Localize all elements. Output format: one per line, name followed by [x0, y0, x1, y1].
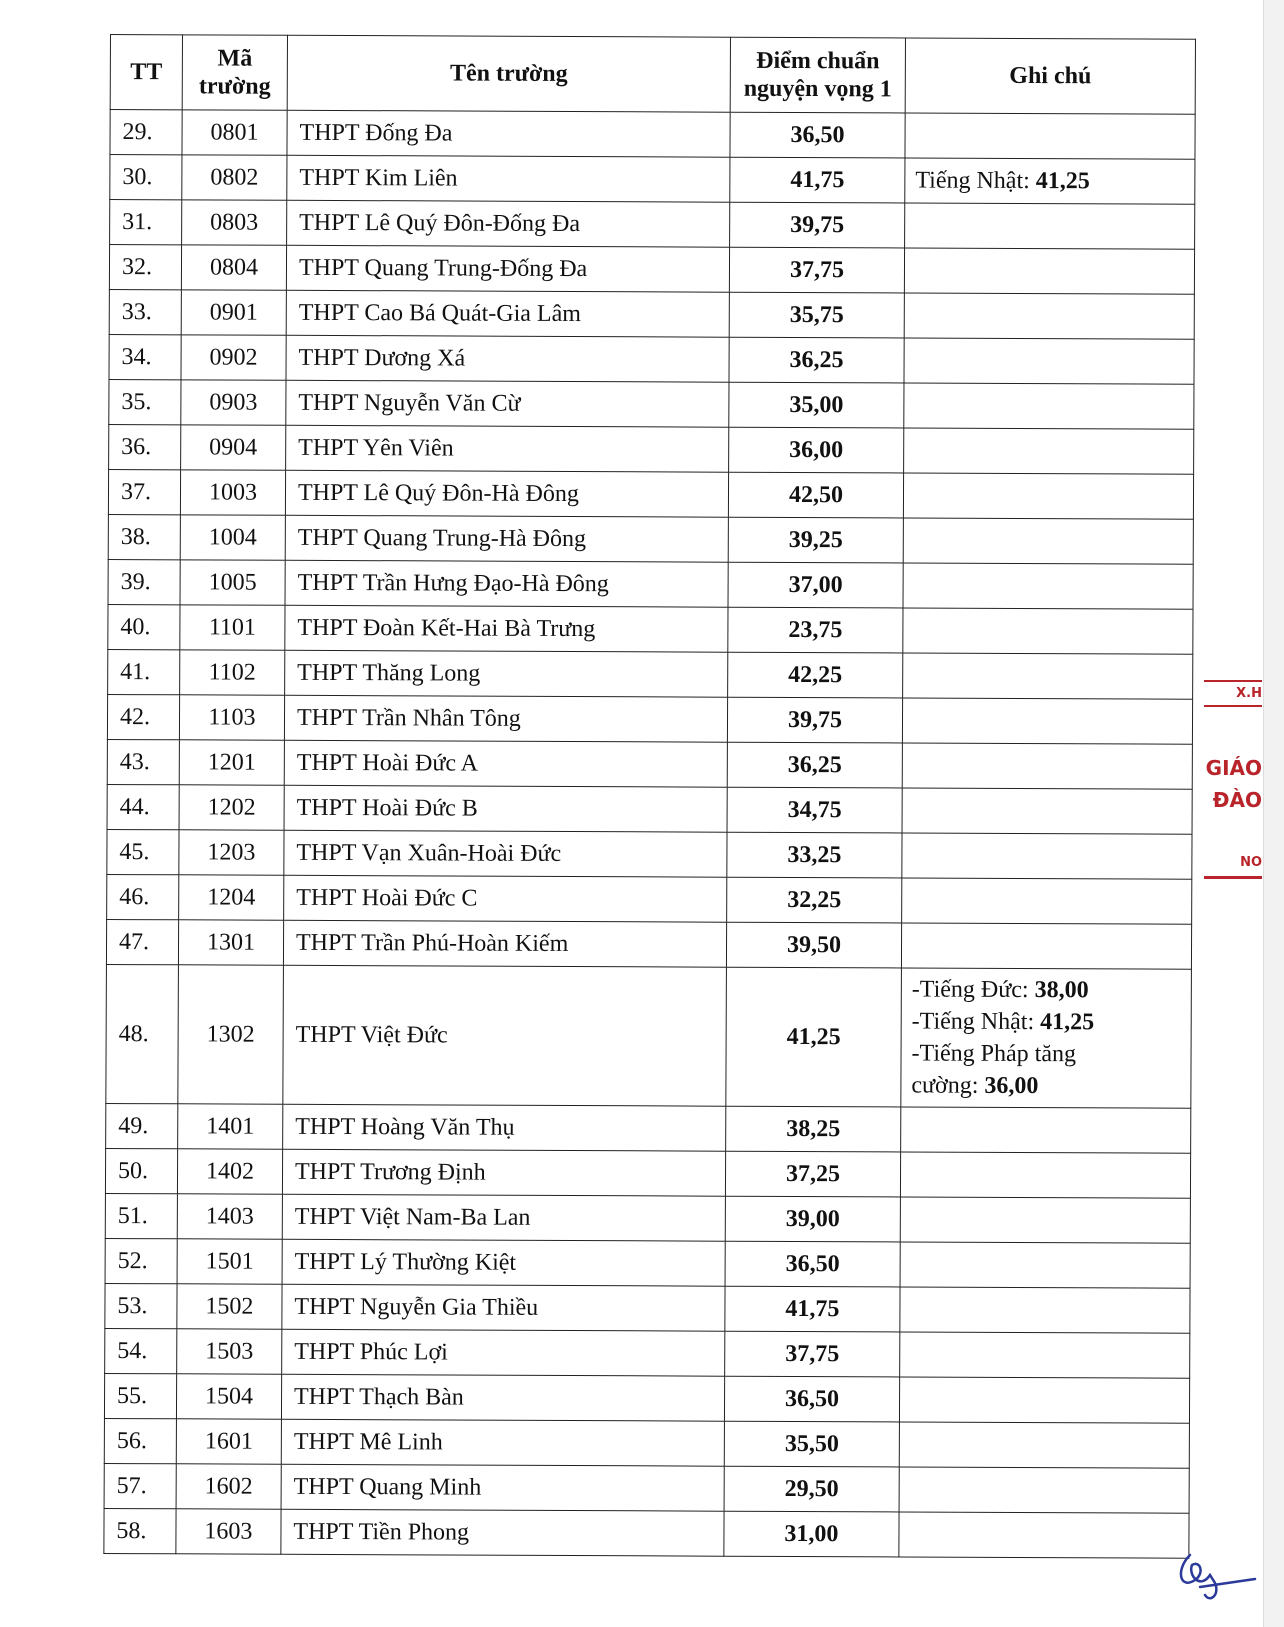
table-row — [106, 919, 1191, 969]
cell-ten-truong: THPT Việt Đức — [283, 965, 727, 1106]
note-line — [912, 974, 1191, 1007]
table-row — [108, 469, 1193, 519]
cell-ten-truong: THPT Cao Bá Quát-Gia Lâm — [286, 290, 729, 337]
cell-tt: 48. — [106, 964, 179, 1103]
cell-tt: 55. — [104, 1373, 176, 1418]
cell-ten-truong: THPT Lê Quý Đôn-Đống Đa — [287, 200, 730, 247]
cell-ghi-chu — [903, 473, 1193, 519]
cell-diem-chuan: 42,50 — [728, 472, 903, 518]
cell-tt: 33. — [109, 289, 181, 334]
cell-ten-truong: THPT Thăng Long — [285, 650, 728, 697]
cell-ma-truong: 1401 — [178, 1104, 283, 1149]
cell-tt: 38. — [108, 514, 180, 559]
cell-ghi-chu — [902, 743, 1192, 789]
cell-ma-truong: 1204 — [179, 875, 284, 920]
table-body — [104, 110, 1195, 1559]
cell-ma-truong: 1504 — [176, 1374, 281, 1419]
cell-ma-truong: 1501 — [177, 1239, 282, 1284]
cell-ma-truong: 1003 — [180, 470, 285, 515]
cell-diem-chuan: 39,75 — [730, 202, 905, 248]
note-line — [915, 165, 1194, 198]
cell-ghi-chu — [903, 518, 1193, 564]
cell-ma-truong: 1102 — [180, 650, 285, 695]
cell-diem-chuan: 39,25 — [728, 517, 903, 563]
note-label: -Tiếng Đức: — [911, 976, 1035, 1004]
header-ghi-chu: Ghi chú — [905, 38, 1195, 114]
table-row — [108, 604, 1193, 654]
cell-tt: 31. — [110, 200, 182, 245]
cell-ghi-chu — [900, 1287, 1190, 1333]
cell-ghi-chu — [904, 293, 1194, 339]
table-row — [108, 559, 1193, 609]
cell-ma-truong: 1403 — [177, 1194, 282, 1239]
cell-ghi-chu — [900, 1152, 1190, 1198]
cell-diem-chuan: 41,75 — [730, 157, 905, 203]
cell-ma-truong: 1201 — [179, 740, 284, 785]
cell-diem-chuan: 37,25 — [725, 1151, 900, 1197]
cell-ten-truong: THPT Nguyễn Gia Thiều — [282, 1284, 725, 1331]
table-row — [109, 289, 1194, 339]
table-row — [105, 1148, 1190, 1198]
cell-ma-truong: 1502 — [177, 1284, 282, 1329]
cell-ghi-chu — [903, 563, 1193, 609]
cell-ghi-chu — [905, 158, 1195, 204]
cell-diem-chuan: 36,50 — [730, 112, 905, 158]
stamp-line: ĐÀO — [1212, 788, 1262, 812]
cell-ghi-chu — [905, 113, 1195, 159]
cell-ghi-chu — [901, 968, 1192, 1108]
document-page — [103, 34, 1195, 1559]
cell-ma-truong: 1402 — [177, 1149, 282, 1194]
table-row — [107, 829, 1192, 879]
cell-ma-truong: 1302 — [178, 965, 284, 1104]
cell-ghi-chu — [902, 788, 1192, 834]
cell-tt: 41. — [108, 649, 180, 694]
cell-ghi-chu — [903, 608, 1193, 654]
cell-ma-truong: 0802 — [182, 155, 287, 200]
cell-ghi-chu — [900, 1242, 1190, 1288]
cell-ghi-chu — [899, 1512, 1189, 1558]
cell-ma-truong: 1602 — [176, 1464, 281, 1509]
cell-ghi-chu — [902, 878, 1192, 924]
cell-ma-truong: 1103 — [179, 695, 284, 740]
cell-ten-truong: THPT Dương Xá — [286, 335, 729, 382]
admission-score-table — [103, 34, 1196, 1559]
note-value: 41,25 — [1035, 168, 1090, 195]
note-line — [911, 1070, 1190, 1103]
cell-diem-chuan: 42,25 — [728, 652, 903, 698]
cell-diem-chuan: 39,00 — [725, 1196, 900, 1242]
table-row — [107, 739, 1192, 789]
cell-ghi-chu — [899, 1467, 1189, 1513]
cell-ghi-chu — [900, 1332, 1190, 1378]
cell-ten-truong: THPT Trương Định — [282, 1149, 725, 1196]
cell-tt: 40. — [108, 604, 180, 649]
note-label: cường: — [911, 1072, 985, 1099]
header-tt: TT — [110, 35, 182, 110]
table-header-row — [110, 35, 1195, 115]
cell-ma-truong: 1202 — [179, 785, 284, 830]
cell-diem-chuan: 38,25 — [726, 1106, 901, 1152]
table-row — [109, 424, 1194, 474]
cell-ten-truong: THPT Trần Phú-Hoàn Kiếm — [283, 920, 726, 967]
table-row — [110, 200, 1195, 250]
cell-ghi-chu — [899, 1422, 1189, 1468]
cell-diem-chuan: 35,50 — [724, 1421, 899, 1467]
cell-diem-chuan: 34,75 — [727, 787, 902, 833]
cell-diem-chuan: 33,25 — [727, 832, 902, 878]
cell-ghi-chu — [904, 338, 1194, 384]
cell-ten-truong: THPT Hoài Đức A — [284, 740, 727, 787]
table-row — [105, 1328, 1190, 1378]
cell-diem-chuan: 35,00 — [729, 382, 904, 428]
cell-ma-truong: 1503 — [177, 1329, 282, 1374]
cell-tt: 32. — [109, 245, 181, 290]
cell-ghi-chu — [902, 698, 1192, 744]
note-label: -Tiếng Pháp tăng — [911, 1040, 1077, 1068]
cell-tt: 30. — [110, 155, 182, 200]
cell-ghi-chu — [901, 923, 1191, 969]
cell-ten-truong: THPT Lê Quý Đôn-Hà Đông — [285, 470, 728, 517]
note-label: -Tiếng Nhật: — [911, 1008, 1041, 1036]
table-row — [105, 1238, 1190, 1288]
cell-tt: 39. — [108, 559, 180, 604]
cell-ten-truong: THPT Hoàng Văn Thụ — [283, 1104, 726, 1151]
cell-diem-chuan: 41,75 — [725, 1286, 900, 1332]
table-row — [106, 964, 1192, 1108]
cell-diem-chuan: 41,25 — [726, 967, 902, 1107]
header-ma-truong: Mã trường — [182, 35, 287, 110]
cell-tt: 58. — [104, 1508, 176, 1553]
cell-ten-truong: THPT Kim Liên — [287, 155, 730, 202]
cell-tt: 52. — [105, 1238, 177, 1283]
header-ten-truong: Tên trường — [287, 35, 730, 112]
table-row — [106, 1103, 1191, 1153]
cell-ten-truong: THPT Đống Đa — [287, 110, 730, 157]
table-row — [104, 1508, 1189, 1558]
cell-ma-truong: 0903 — [181, 380, 286, 425]
table-row — [109, 245, 1194, 295]
cell-ten-truong: THPT Tiền Phong — [281, 1509, 724, 1556]
cell-ghi-chu — [900, 1197, 1190, 1243]
cell-diem-chuan: 36,00 — [729, 427, 904, 473]
table-row — [104, 1373, 1189, 1423]
cell-ma-truong: 1004 — [180, 515, 285, 560]
cell-diem-chuan: 23,75 — [728, 607, 903, 653]
cell-diem-chuan: 39,50 — [726, 922, 901, 968]
cell-ten-truong: THPT Thạch Bàn — [281, 1374, 724, 1421]
cell-diem-chuan: 37,75 — [729, 247, 904, 293]
table-row — [110, 110, 1195, 160]
cell-tt: 43. — [107, 739, 179, 784]
cell-diem-chuan: 36,25 — [729, 337, 904, 383]
cell-ma-truong: 1301 — [178, 920, 283, 965]
cell-tt: 36. — [109, 424, 181, 469]
cell-tt: 29. — [110, 110, 182, 155]
cell-ghi-chu — [903, 653, 1193, 699]
table-row — [105, 1283, 1190, 1333]
stamp-line: GIÁO — [1205, 756, 1262, 780]
cell-ma-truong: 1601 — [176, 1419, 281, 1464]
cell-ma-truong: 1603 — [176, 1509, 281, 1554]
cell-ten-truong: THPT Việt Nam-Ba Lan — [282, 1194, 725, 1241]
note-label: Tiếng Nhật: — [915, 167, 1036, 195]
table-row — [107, 874, 1192, 924]
cell-diem-chuan: 36,50 — [724, 1376, 899, 1422]
cell-diem-chuan: 37,75 — [725, 1331, 900, 1377]
table-row — [108, 649, 1193, 699]
cell-ghi-chu — [904, 428, 1194, 474]
cell-diem-chuan: 35,75 — [729, 292, 904, 338]
cell-ten-truong: THPT Nguyễn Văn Cừ — [286, 380, 729, 427]
cell-tt: 47. — [106, 919, 178, 964]
cell-diem-chuan: 31,00 — [724, 1511, 899, 1557]
page-edge — [1263, 0, 1284, 1627]
cell-tt: 45. — [107, 829, 179, 874]
stamp-fragment-bottom: NỐ — [1204, 855, 1262, 879]
cell-ghi-chu — [904, 383, 1194, 429]
cell-ten-truong: THPT Trần Hưng Đạo-Hà Đông — [285, 560, 728, 607]
cell-ma-truong: 0804 — [181, 245, 286, 290]
cell-tt: 42. — [107, 694, 179, 739]
cell-diem-chuan: 39,75 — [727, 697, 902, 743]
header-diem-chuan: Điểm chuẩn nguyện vọng 1 — [730, 37, 905, 113]
cell-tt: 53. — [105, 1283, 177, 1328]
cell-ghi-chu — [902, 833, 1192, 879]
table-row — [104, 1463, 1189, 1513]
cell-diem-chuan: 36,50 — [725, 1241, 900, 1287]
cell-ma-truong: 0801 — [182, 110, 287, 155]
table-row — [109, 379, 1194, 429]
cell-ten-truong: THPT Mê Linh — [281, 1419, 724, 1466]
cell-tt: 44. — [107, 784, 179, 829]
cell-diem-chuan: 29,50 — [724, 1466, 899, 1512]
cell-diem-chuan: 36,25 — [727, 742, 902, 788]
cell-ghi-chu — [905, 203, 1195, 249]
cell-ten-truong: THPT Quang Trung-Đống Đa — [286, 245, 729, 292]
cell-ten-truong: THPT Quang Minh — [281, 1464, 724, 1511]
stamp-fragment-text — [1204, 752, 1262, 816]
table-row — [107, 694, 1192, 744]
cell-ma-truong: 0902 — [181, 335, 286, 380]
table-row — [109, 334, 1194, 384]
cell-ma-truong: 0904 — [181, 425, 286, 470]
cell-ma-truong: 1005 — [180, 560, 285, 605]
stamp-fragment: X.H — [1204, 680, 1262, 707]
cell-tt: 34. — [109, 334, 181, 379]
note-line — [912, 1006, 1191, 1039]
note-value: 36,00 — [984, 1072, 1039, 1100]
note-value: 38,00 — [1034, 977, 1089, 1004]
cell-tt: 56. — [104, 1418, 176, 1463]
cell-tt: 46. — [107, 874, 179, 919]
note-line — [911, 1038, 1190, 1071]
cell-ten-truong: THPT Quang Trung-Hà Đông — [285, 515, 728, 562]
cell-tt: 49. — [106, 1103, 178, 1148]
cell-diem-chuan: 37,00 — [728, 562, 903, 608]
cell-ma-truong: 1203 — [179, 830, 284, 875]
cell-ten-truong: THPT Đoàn Kết-Hai Bà Trưng — [285, 605, 728, 652]
table-row — [107, 784, 1192, 834]
cell-ten-truong: THPT Phúc Lợi — [282, 1329, 725, 1376]
cell-tt: 54. — [105, 1328, 177, 1373]
cell-tt: 51. — [105, 1193, 177, 1238]
cell-diem-chuan: 32,25 — [727, 877, 902, 923]
cell-ma-truong: 0803 — [182, 200, 287, 245]
cell-ten-truong: THPT Hoài Đức B — [284, 785, 727, 832]
table-row — [105, 1193, 1190, 1243]
signature-mark — [1170, 1535, 1260, 1605]
cell-tt: 37. — [108, 469, 180, 514]
cell-tt: 50. — [105, 1148, 177, 1193]
cell-ten-truong: THPT Hoài Đức C — [284, 875, 727, 922]
cell-ghi-chu — [901, 1107, 1191, 1153]
table-row — [108, 514, 1193, 564]
table-row — [110, 155, 1195, 205]
cell-ten-truong: THPT Yên Viên — [286, 425, 729, 472]
cell-ghi-chu — [904, 248, 1194, 294]
cell-ghi-chu — [899, 1377, 1189, 1423]
cell-ten-truong: THPT Trần Nhân Tông — [284, 695, 727, 742]
cell-ma-truong: 0901 — [181, 290, 286, 335]
cell-tt: 57. — [104, 1463, 176, 1508]
table-row — [104, 1418, 1189, 1468]
cell-tt: 35. — [109, 379, 181, 424]
note-value: 41,25 — [1040, 1009, 1095, 1036]
cell-ma-truong: 1101 — [180, 605, 285, 650]
cell-ten-truong: THPT Vạn Xuân-Hoài Đức — [284, 830, 727, 877]
cell-ten-truong: THPT Lý Thường Kiệt — [282, 1239, 725, 1286]
